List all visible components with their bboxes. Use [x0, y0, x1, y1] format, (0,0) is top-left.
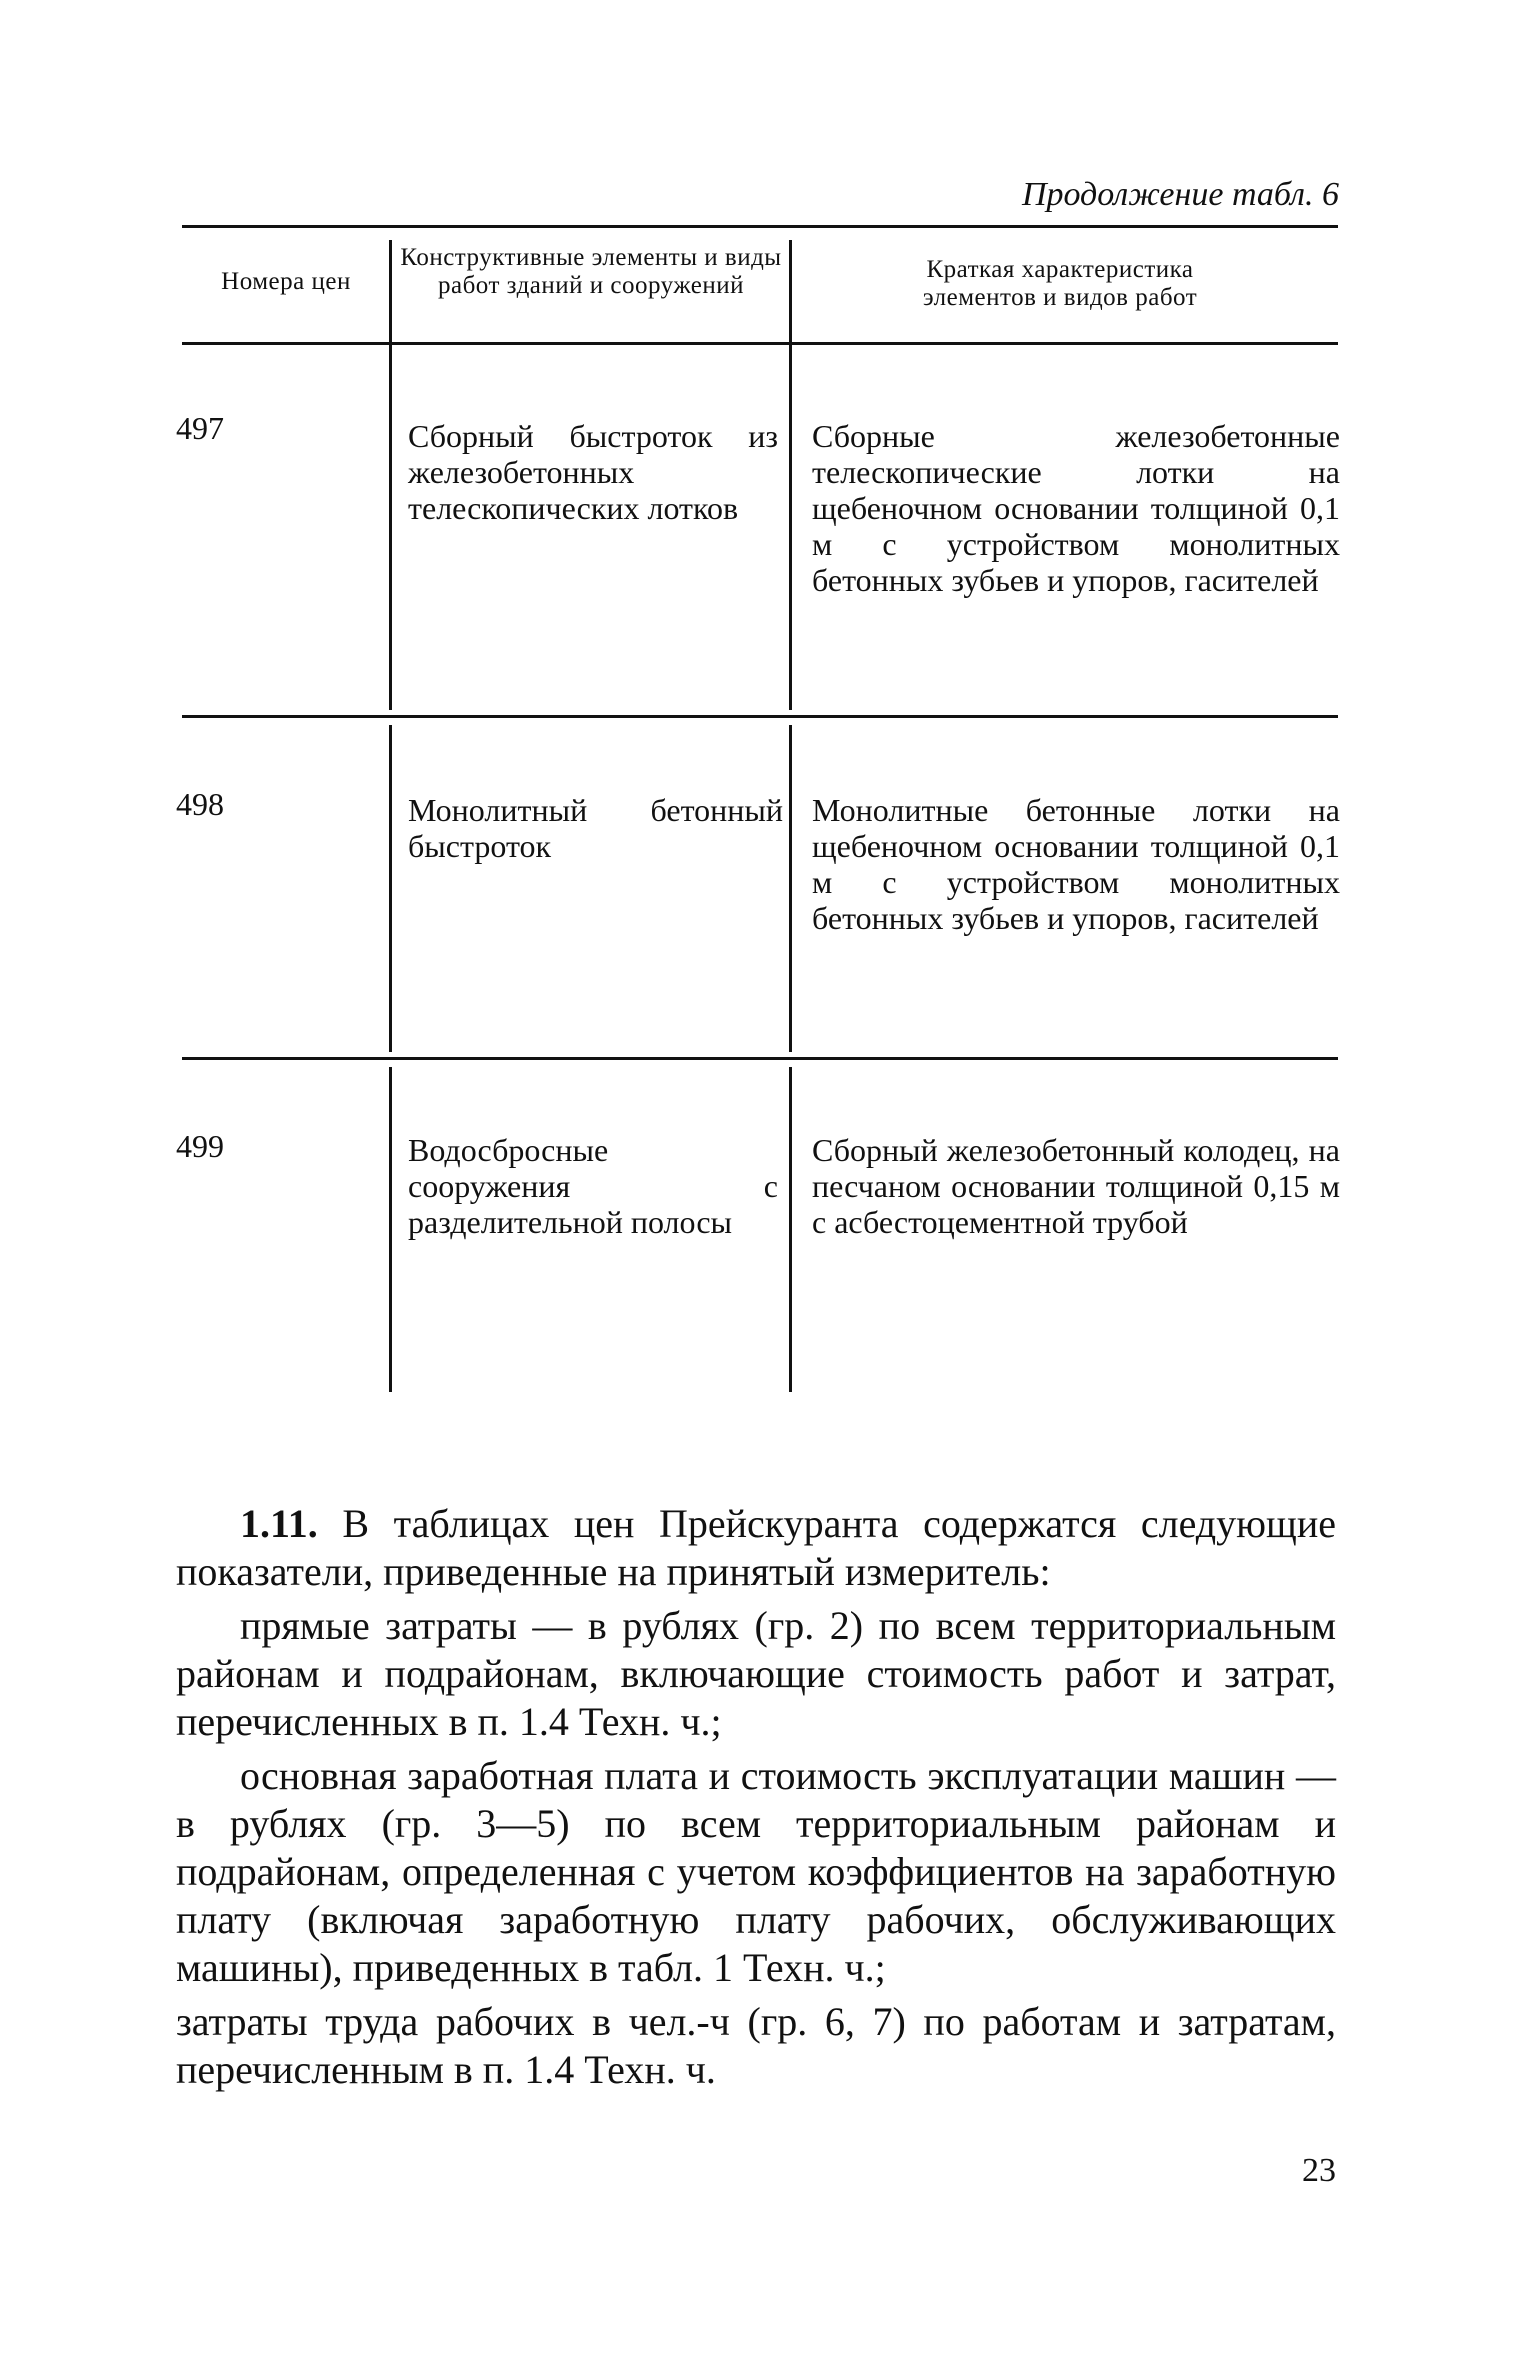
element-description: Монолитные бетонные лотки на щебеночном основании толщиной 0,1 м с устройством монолитных бетонных зубьев и упоров, гасителей — [812, 792, 1340, 936]
element-name: Монолитный бетонный быстроток — [408, 792, 783, 864]
paragraph-1-11 — [176, 1500, 1336, 1596]
price-number: 498 — [176, 786, 224, 822]
body-text — [176, 1500, 1336, 2094]
price-number: 497 — [176, 410, 224, 446]
paragraph-direct-costs: прямые затраты — в рублях (гр. 2) по всем территориальным районам и подрайонам, включающие стоимость работ и затрат, перечисленных в п. 1.4 Техн. ч.; — [176, 1603, 1336, 1744]
header-brief-description: Краткая характеристика элементов и видов работ — [922, 256, 1198, 311]
header-structural-elements: Конструктивные элементы и виды работ зданий и сооружений — [400, 244, 782, 299]
column-divider — [789, 725, 792, 1052]
row-divider — [182, 715, 1338, 718]
column-divider — [789, 1067, 792, 1392]
price-number: 499 — [176, 1128, 224, 1164]
element-name: Сборный быстроток из железобетонных телескопических лотков — [408, 418, 778, 526]
column-divider — [389, 725, 392, 1052]
header-price-numbers: Номера цен — [221, 268, 351, 295]
element-name: Водосбросные сооружения с разделительной полосы — [408, 1132, 778, 1240]
table-top-rule — [182, 225, 1338, 228]
column-divider — [389, 240, 392, 710]
section-lead-text: В таблицах цен Прейскуранта содержатся следующие показатели, приведенные на принятый измеритель: — [176, 1501, 1336, 1594]
column-divider — [389, 1067, 392, 1392]
column-divider — [789, 240, 792, 710]
paragraph-labor-costs: затраты труда рабочих в чел.-ч (гр. 6, 7) по работам и затратам, перечисленным в п. 1.4 Техн. ч. — [176, 1999, 1336, 2092]
page-number: 23 — [1302, 2152, 1336, 2189]
section-number: 1.11. — [240, 1501, 318, 1546]
table-caption: Продолжение табл. 6 — [1021, 176, 1339, 213]
paragraph-wages-machines: основная заработная плата и стоимость эксплуатации машин — в рублях (гр. 3—5) по всем территориальным районам и подрайонам, определенная с учетом коэффициентов на заработную плату (включая заработную плату рабочих, обслуживающих машины), приведенных в табл. 1 Техн. ч.; — [176, 1753, 1336, 1990]
element-description: Сборный железобетонный колодец, на песчаном основании толщиной 0,15 м с асбестоцементной трубой — [812, 1132, 1340, 1240]
element-description: Сборные железобетонные телескопические лотки на щебеночном основании толщиной 0,1 м с устройством монолитных бетонных зубьев и упоров, гасителей — [812, 418, 1340, 598]
row-divider — [182, 1057, 1338, 1060]
header-bottom-rule — [182, 342, 1338, 345]
